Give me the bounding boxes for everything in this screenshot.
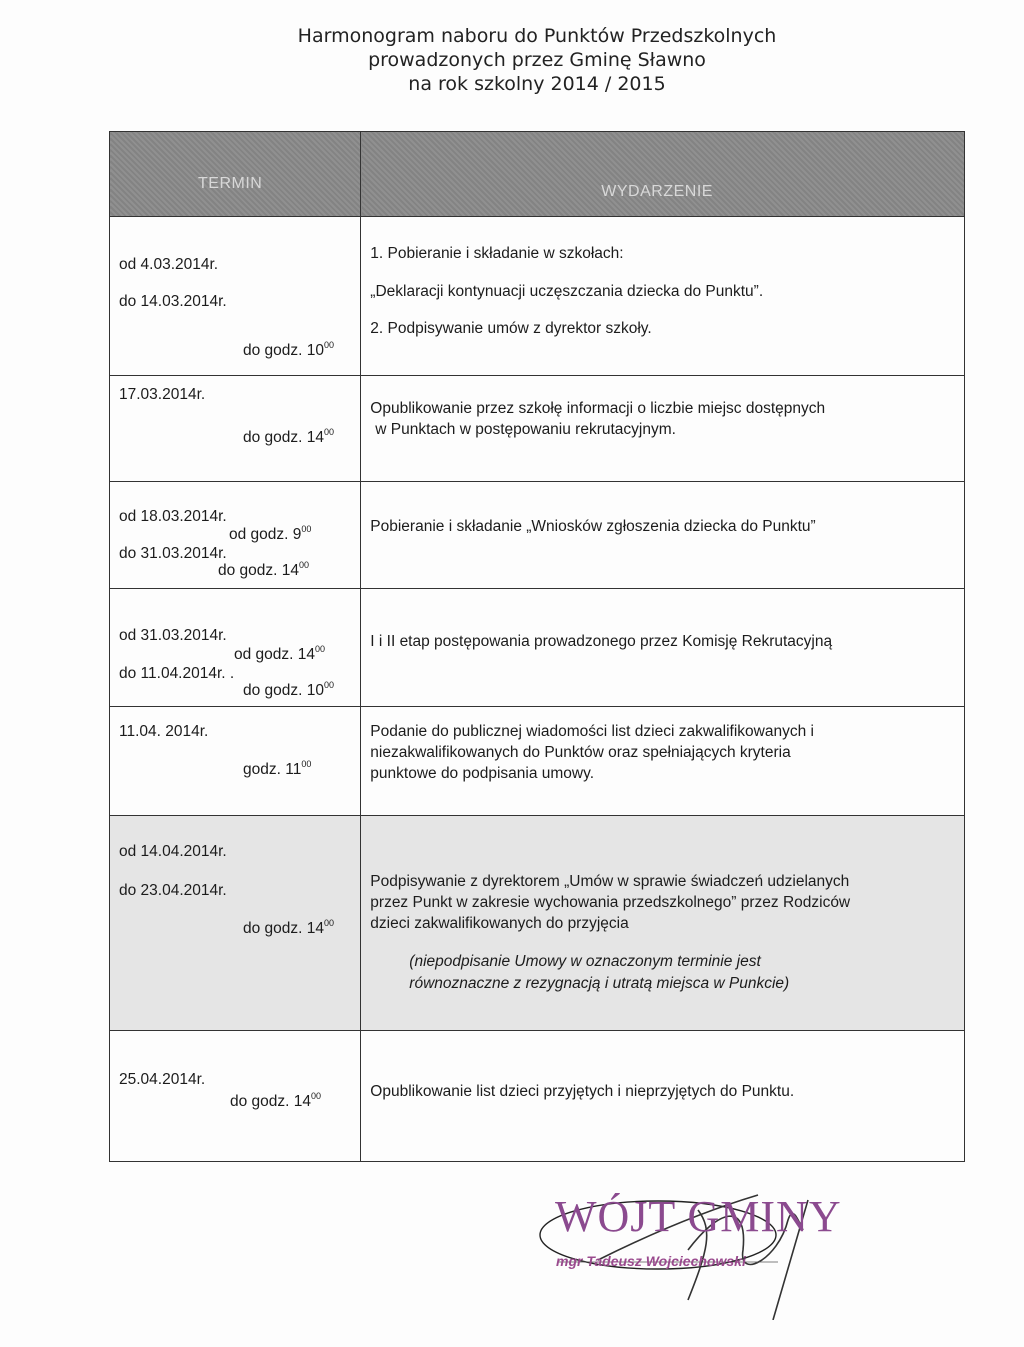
header-wydarzenie: WYDARZENIE [361, 132, 965, 217]
table-row [110, 376, 965, 482]
termin-hour: do godz. $14^{00}$ [243, 918, 335, 937]
event-line: niezakwalifikowanych do Punktów oraz spełniających kryteria [370, 744, 791, 761]
termin-hour: do godz. $10^{00}$ [243, 340, 335, 359]
event-line: 1. Pobieranie i składanie w szkołach: [370, 245, 624, 262]
event-cell [361, 589, 965, 707]
termin-cell [110, 482, 361, 589]
termin-hour: do godz. $10^{00}$ [243, 680, 335, 699]
event-cell [361, 482, 965, 589]
termin-hour: od godz. $9^{00}$ [229, 524, 312, 543]
table-header-row [110, 132, 965, 217]
event-line: Opublikowanie list dzieci przyjętych i nieprzyjętych do Punktu. [370, 1083, 795, 1100]
event-cell [361, 217, 965, 376]
termin-hour: do godz. $14^{00}$ [230, 1091, 322, 1110]
event-line: „Deklaracji kontynuacji uczęszczania dziecka do Punktu”. [370, 283, 764, 300]
termin-hour: godz. $11^{00}$ [243, 759, 312, 778]
schedule-table [109, 131, 965, 1162]
table-row [110, 707, 965, 816]
termin-cell [110, 589, 361, 707]
event-line: dzieci zakwalifikowanych do przyjęcia [370, 915, 629, 932]
termin-from: od 4.03.2014r. [119, 256, 219, 273]
event-cell [361, 376, 965, 482]
termin-hour: do godz. $14^{00}$ [218, 560, 310, 579]
termin-to: do 31.03.2014r. [119, 545, 227, 562]
table-row [110, 589, 965, 707]
table-row [110, 217, 965, 376]
termin-cell [110, 217, 361, 376]
termin-cell [110, 376, 361, 482]
termin-hour: od godz. $14^{00}$ [234, 644, 326, 663]
termin-cell [110, 1031, 361, 1162]
title-line-3: na rok szkolny 2014 / 2015 [408, 73, 666, 95]
termin-from: od 14.04.2014r. [119, 843, 227, 860]
termin-date: 17.03.2014r. [119, 386, 206, 403]
termin-from: od 18.03.2014r. [119, 508, 227, 525]
termin-hour: do godz. $14^{00}$ [243, 427, 335, 446]
termin-cell [110, 707, 361, 816]
event-line: 2. Podpisywanie umów z dyrektor szkoły. [370, 320, 652, 337]
event-line: w Punktach w postępowaniu rekrutacyjnym. [375, 421, 676, 438]
title-line-1: Harmonogram naboru do Punktów Przedszkolnych [297, 25, 777, 47]
event-note: (niepodpisanie Umowy w oznaczonym terminie jest [409, 953, 761, 970]
table-row [110, 1031, 965, 1162]
event-line: Podanie do publicznej wiadomości list dzieci zakwalifikowanych i [370, 723, 814, 740]
termin-from: od 31.03.2014r. [119, 627, 227, 644]
event-cell [361, 1031, 965, 1162]
stamp-title: WÓJT GMINY [555, 1192, 842, 1241]
event-line: przez Punkt w zakresie wychowania przedszkolnego” przez Rodziców [370, 894, 851, 911]
stamp-signatory: mgr Tadeusz Wojciechowski [556, 1253, 746, 1269]
termin-date: 11.04. 2014r. [119, 723, 209, 740]
event-line: punktowe do podpisania umowy. [370, 765, 595, 782]
termin-date: 25.04.2014r. [119, 1071, 206, 1088]
event-note: równoznaczne z rezygnacją i utratą miejsca w Punkcie) [409, 975, 790, 992]
header-termin: TERMIN [110, 132, 361, 217]
title-line-2: prowadzonych przez Gminę Sławno [368, 49, 706, 71]
event-cell [361, 816, 965, 1031]
document-title [0, 24, 1024, 96]
termin-cell [110, 816, 361, 1031]
event-line: Podpisywanie z dyrektorem „Umów w sprawie świadczeń udzielanych [370, 873, 850, 890]
termin-to: do 11.04.2014r. . [119, 665, 235, 682]
event-line: I i II etap postępowania prowadzonego przez Komisję Rekrutacyjną [370, 633, 833, 650]
termin-to: do 23.04.2014r. [119, 882, 227, 899]
event-cell [361, 707, 965, 816]
event-line: Pobieranie i składanie „Wniosków zgłoszenia dziecka do Punktu” [370, 518, 816, 535]
event-line: Opublikowanie przez szkołę informacji o liczbie miejsc dostępnych [370, 400, 826, 417]
table-row [110, 816, 965, 1031]
termin-to: do 14.03.2014r. [119, 293, 227, 310]
table-row [110, 482, 965, 589]
